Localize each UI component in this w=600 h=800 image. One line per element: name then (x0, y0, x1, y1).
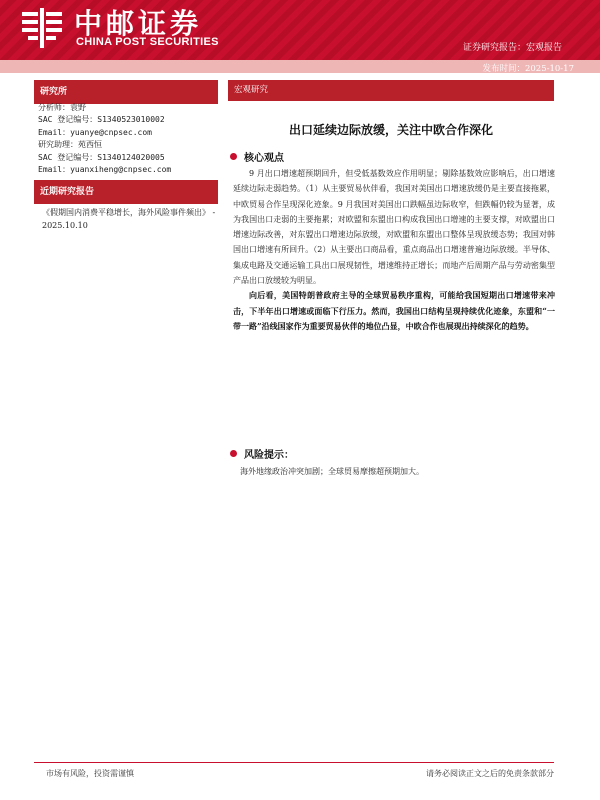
core-paragraph-2: 向后看，美国特朗普政府主导的全球贸易秩序重构，可能给我国短期出口增速带来冲击，下半年出口增速或面临下行压力。然而，我国出口结构呈现持续优化迹象，东盟和“一带一路”沿线国家作为重要贸易伙伴的地位凸显，中欧合作也展现出持续深化的趋势。 (233, 290, 555, 331)
analyst-name: 分析师：袁野 (38, 103, 86, 112)
footer-disclaimer-left: 市场有风险，投资需谨慎 (46, 769, 134, 778)
research-institute-header: 研究所 (34, 80, 218, 104)
report-type: 证券研究报告：宏观报告 (462, 43, 562, 53)
recent-reports-header: 近期研究报告 (34, 180, 218, 204)
bullet-dot-icon (230, 153, 237, 160)
analyst-sac-number: SAC 登记编号：S1340523010002 (38, 115, 165, 125)
risk-text: 海外地缘政治冲突加剧；全球贸易摩擦超预期加大。 (240, 467, 424, 476)
brand-name-cn: 中邮证券 (74, 7, 203, 40)
assistant-email: Email：yuanxiheng@cnpsec.com (38, 165, 172, 175)
brand-name-en: CHINA POST SECURITIES (76, 36, 219, 48)
footer-divider (34, 762, 554, 763)
publish-date: 发布时间：2025-10-17 (482, 64, 574, 74)
recent-report-link[interactable]: 《假期国内消费平稳增长，海外风险事件频出》 - 2025.10.10 (42, 208, 216, 230)
header-band (0, 0, 600, 60)
core-view-body (233, 166, 555, 334)
footer-disclaimer-right: 请务必阅读正文之后的免责条款部分 (426, 769, 554, 778)
report-title: 出口延续边际放缓，关注中欧合作深化 (288, 123, 493, 137)
core-paragraph-1: 9 月出口增速超预期回升，但受低基数效应作用明显；剔除基数效应影响后，出口增速延续边际走弱趋势。（1）从主要贸易伙伴看，我国对美国出口增速放缓仍是主要直接拖累，中欧贸易合作呈现深化迹象。9 月我国对美国出口跌幅虽边际收窄，但跌幅仍较为显著，成为我国出口走弱的主要拖累；对欧盟和东盟出口构成我国出口增速的主要支撑，对欧盟出口增速边际改善，对东盟出口增速边际放缓，对欧盟和东盟出口整体呈现放缓态势；我国对韩国出口增速有所回升。（2）从主要出口商品看，重点商品出口增速普遍边际放缓。半导体、集成电路及交通运输工具出口展现韧性，增速维持正增长；而地产后周期产品与劳动密集型产品出口放缓较为明显。 (233, 169, 555, 286)
core-view-label: 核心观点 (244, 153, 284, 164)
assistant-sac-number: SAC 登记编号：S1340124020005 (38, 152, 165, 162)
china-post-logo-icon (18, 6, 66, 50)
bullet-dot-icon (230, 450, 237, 457)
analyst-info (38, 102, 171, 176)
analyst-email: Email：yuanye@cnpsec.com (38, 127, 152, 137)
assistant-name: 研究助理：苑西恒 (38, 140, 102, 150)
core-view-heading (230, 149, 284, 164)
risk-heading (230, 446, 294, 461)
risk-label: 风险提示： (244, 450, 294, 461)
category-bar: 宏观研究 (228, 80, 554, 101)
